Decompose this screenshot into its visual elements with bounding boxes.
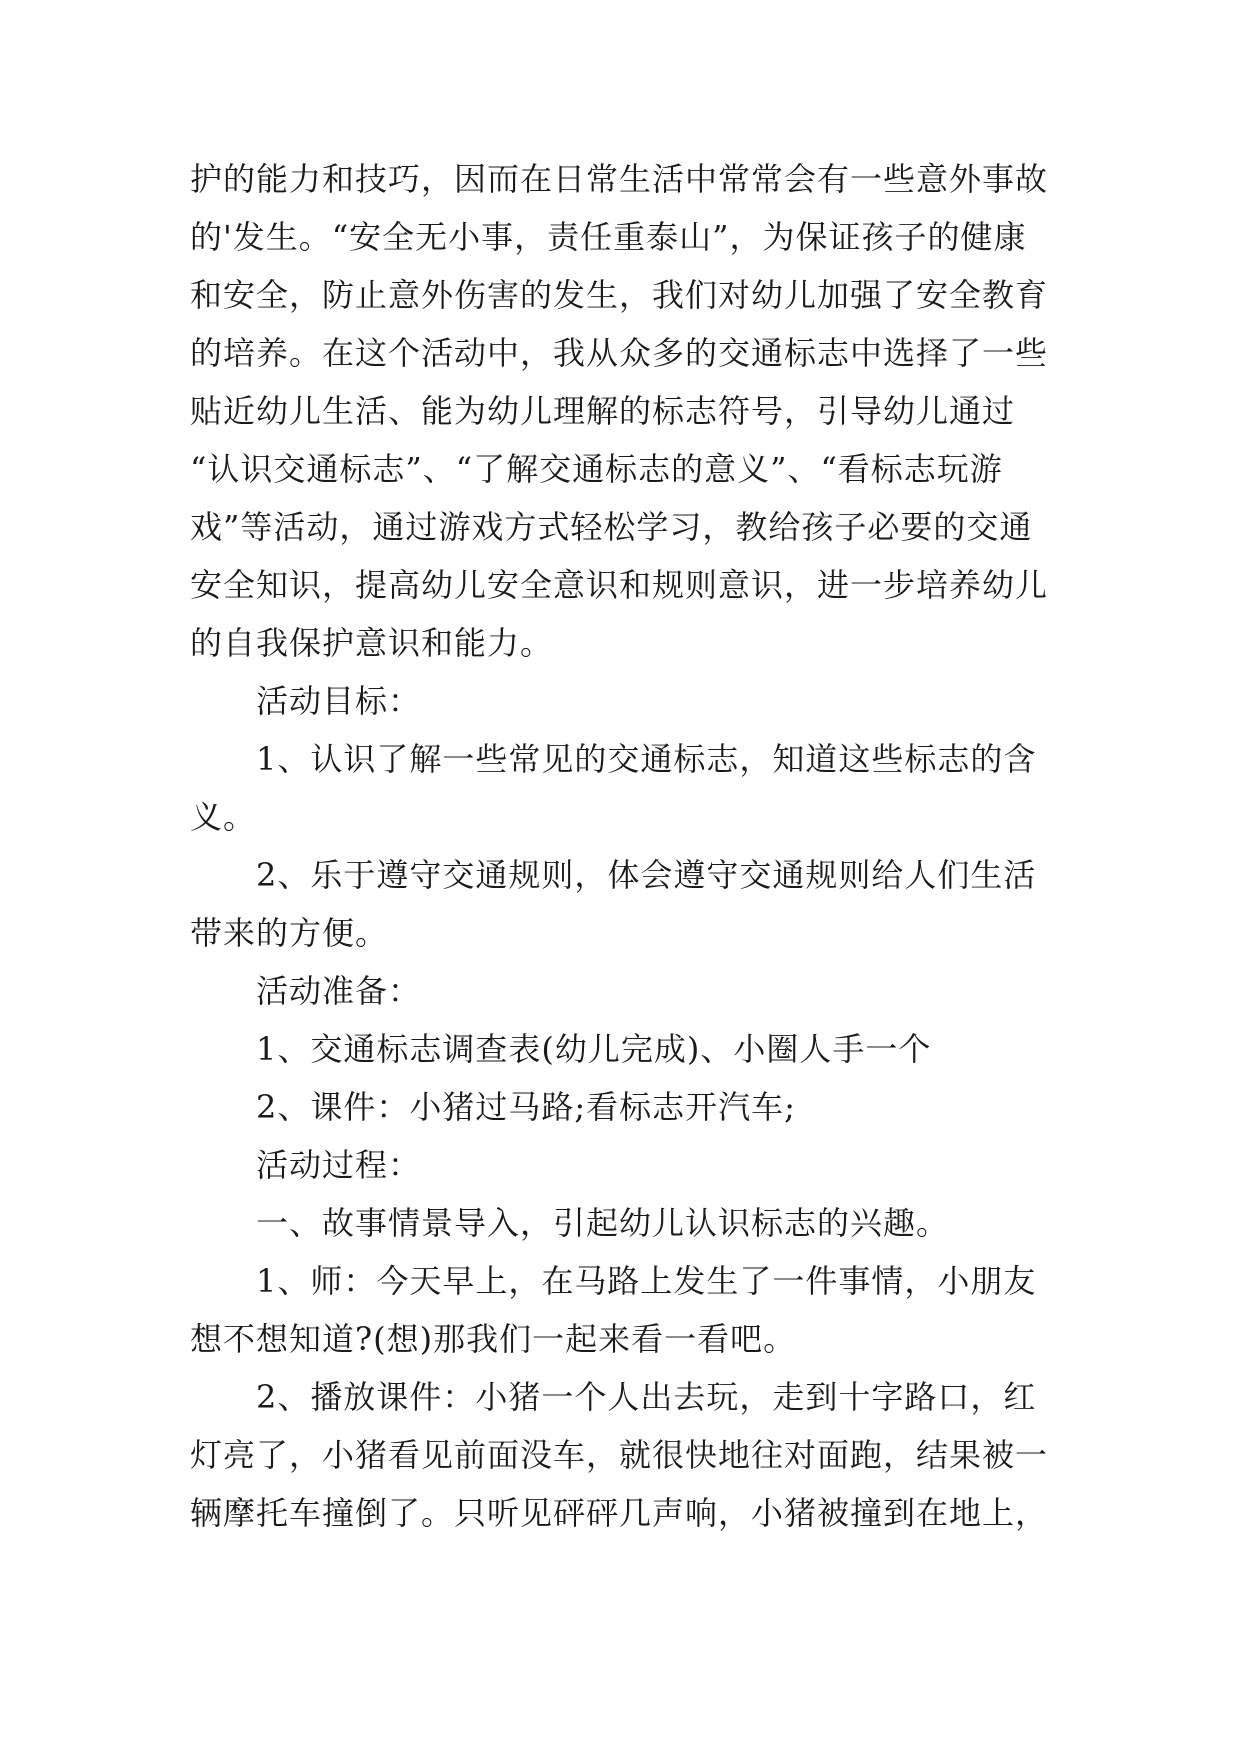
text-line: 贴近幼儿生活、能为幼儿理解的标志符号，引导幼儿通过 (190, 392, 1016, 430)
text-line: 灯亮了，小猪看见前面没车，就很快地往对面跑，结果被一 (190, 1436, 1049, 1474)
text-line: 的培养。在这个活动中，我从众多的交通标志中选择了一些 (190, 334, 1049, 372)
section-heading-goals (190, 672, 1060, 730)
process-step-1-heading (190, 1194, 1060, 1252)
text-line: 戏”等活动，通过游戏方式轻松学习，教给孩子必要的交通 (190, 508, 1033, 546)
intro-paragraph (190, 150, 1060, 672)
preparation-item-2 (190, 1078, 1060, 1136)
heading-line: 活动过程： (190, 1146, 422, 1184)
goal-item-2 (190, 846, 1060, 962)
text-line: 义。 (190, 798, 257, 836)
text-line: “认识交通标志”、“了解交通标志的意义”、“看标志玩游 (190, 450, 1003, 488)
text-line: 辆摩托车撞倒了。只听见砰砰几声响，小猪被撞到在地上， (190, 1494, 1049, 1532)
text-line: 1、交通标志调查表(幼儿完成)、小圈人手一个 (190, 1030, 932, 1068)
text-line: 2、课件：小猪过马路;看标志开汽车; (190, 1088, 796, 1126)
text-line: 的'发生。“安全无小事，责任重泰山”，为保证孩子的健康 (190, 218, 1027, 256)
process-step-1-item-2 (190, 1368, 1060, 1542)
document-body (190, 150, 1060, 1542)
section-heading-preparation (190, 962, 1060, 1020)
text-line: 安全知识，提高幼儿安全意识和规则意识，进一步培养幼儿 (190, 566, 1049, 604)
text-line: 带来的方便。 (190, 914, 389, 952)
preparation-item-1 (190, 1020, 1060, 1078)
process-step-1-item-1 (190, 1252, 1060, 1368)
heading-line: 活动准备： (190, 972, 422, 1010)
text-line: 2、乐于遵守交通规则，体会遵守交通规则给人们生活 (190, 856, 1037, 894)
text-line: 一、故事情景导入，引起幼儿认识标志的兴趣。 (190, 1204, 950, 1242)
heading-line: 活动目标： (190, 682, 422, 720)
goal-item-1 (190, 730, 1060, 846)
text-line: 的自我保护意识和能力。 (190, 624, 554, 662)
text-line: 1、师：今天早上，在马路上发生了一件事情，小朋友 (190, 1262, 1037, 1300)
text-line: 护的能力和技巧，因而在日常生活中常常会有一些意外事故 (190, 160, 1049, 198)
text-line: 2、播放课件：小猪一个人出去玩，走到十字路口，红 (190, 1378, 1037, 1416)
text-line: 和安全，防止意外伤害的发生，我们对幼儿加强了安全教育 (190, 276, 1049, 314)
text-line: 想不想知道?(想)那我们一起来看一看吧。 (190, 1320, 797, 1358)
text-line: 1、认识了解一些常见的交通标志，知道这些标志的含 (190, 740, 1037, 778)
section-heading-process (190, 1136, 1060, 1194)
